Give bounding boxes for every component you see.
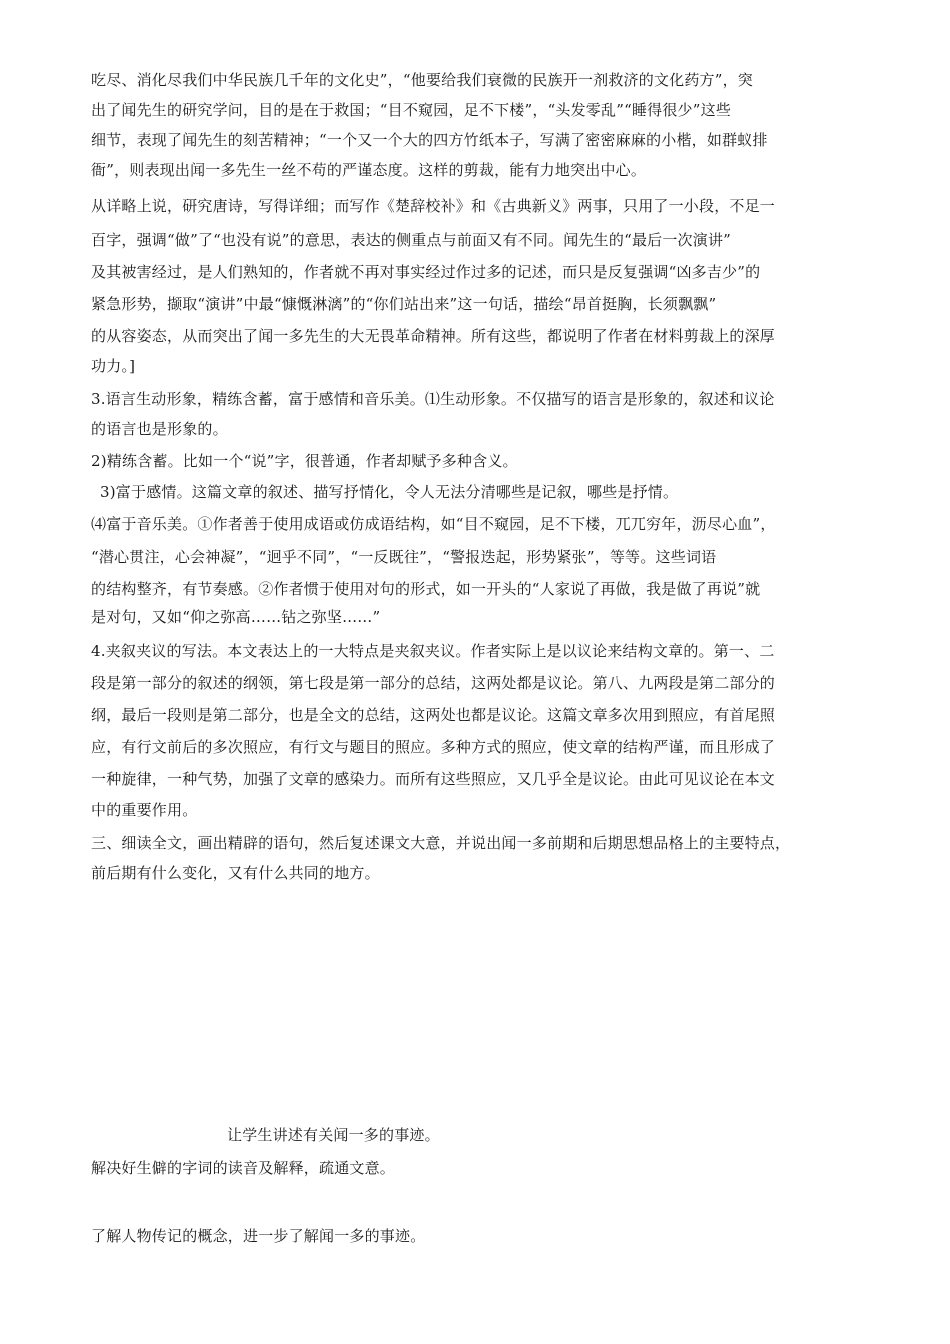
text-line: 4.夹叙夹议的写法。本文表达上的一大特点是夹叙夹议。作者实际上是以议论来结构文章的。第一、二: [91, 642, 775, 660]
text-line: 及其被害经过，是人们熟知的，作者就不再对事实经过作过多的记述，而只是反复强调“凶多吉少”的: [91, 263, 761, 281]
text-line: 是对句，又如“仰之弥高……钻之弥坚……”: [91, 608, 381, 626]
text-line: 2)精练含蓄。比如一个“说”字，很普通，作者却赋予多种含义。: [91, 452, 518, 470]
text-line: 细节，表现了闻先生的刻苦精神；“一个又一个大的四方竹纸本子，写满了密密麻麻的小楷，如群蚁排: [91, 131, 768, 149]
text-line: 3.语言生动形象，精练含蓄，富于感情和音乐美。⑴生动形象。不仅描写的语言是形象的，叙述和议论: [91, 390, 775, 408]
text-line: 紧急形势，撷取“演讲”中最“慷慨淋漓”的“你们站出来”这一句话，描绘“昂首挺胸，长须飘飘”: [91, 295, 717, 313]
text-line: ⑷富于音乐美。①作者善于使用成语或仿成语结构，如“目不窥园，足不下楼，兀兀穷年，沥尽心血”，: [91, 515, 776, 533]
text-line: 吃尽、消化尽我们中华民族几千年的文化史”，“他要给我们衰微的民族开一剂救济的文化药方”，突: [91, 71, 754, 89]
text-line: 3)富于感情。这篇文章的叙述、描写抒情化，令人无法分清哪些是记叙，哪些是抒情。: [100, 483, 679, 501]
text-line: 功力。]: [91, 357, 136, 375]
text-line: 一种旋律，一种气势，加强了文章的感染力。而所有这些照应，又几乎全是议论。由此可见议论在本文: [91, 770, 776, 788]
text-line: 衙”，则表现出闻一多先生一丝不苟的严谨态度。这样的剪裁，能有力地突出中心。: [91, 161, 647, 179]
text-line: 让学生讲述有关闻一多的事迹。: [227, 1126, 440, 1144]
text-line: 应，有行文前后的多次照应，有行文与题目的照应。多种方式的照应，使文章的结构严谨，而且形成了: [91, 738, 776, 756]
text-line: 中的重要作用。: [91, 801, 198, 819]
text-line: 了解人物传记的概念，进一步了解闻一多的事迹。: [91, 1227, 426, 1245]
text-line: 百字，强调“做”了“也没有说”的意思，表达的侧重点与前面又有不同。闻先生的“最后一次演讲”: [91, 231, 732, 249]
text-line: 从详略上说，研究唐诗，写得详细；而写作《楚辞校补》和《古典新义》两事，只用了一小段，不足一: [91, 197, 776, 215]
text-line: “潜心贯注，心会神凝”，“迥乎不同”，“一反既往”，“警报迭起，形势紧张”，等等。这些词语: [91, 548, 717, 566]
text-line: 出了闻先生的研究学问，目的是在于救国；“目不窥园，足不下楼”，“头发零乱”“睡得很少”这些: [91, 101, 732, 119]
text-line: 前后期有什么变化，又有什么共同的地方。: [91, 864, 380, 882]
text-line: 的语言也是形象的。: [91, 420, 228, 438]
text-line: 段是第一部分的叙述的纲领，第七段是第一部分的总结，这两处都是议论。第八、九两段是第二部分的: [91, 674, 776, 692]
text-line: 的结构整齐，有节奏感。②作者惯于使用对句的形式，如一开头的“人家说了再做，我是做了再说”就: [91, 580, 761, 598]
text-line: 纲，最后一段则是第二部分，也是全文的总结，这两处也都是议论。这篇文章多次用到照应，有首尾照: [91, 706, 776, 724]
text-line: 的从容姿态，从而突出了闻一多先生的大无畏革命精神。所有这些，都说明了作者在材料剪裁上的深厚: [91, 327, 776, 345]
text-line: 解决好生僻的字词的读音及解释，疏通文意。: [91, 1159, 396, 1177]
text-line: 三、细读全文，画出精辟的语句，然后复述课文大意，并说出闻一多前期和后期思想品格上的主要特点，: [91, 834, 791, 852]
